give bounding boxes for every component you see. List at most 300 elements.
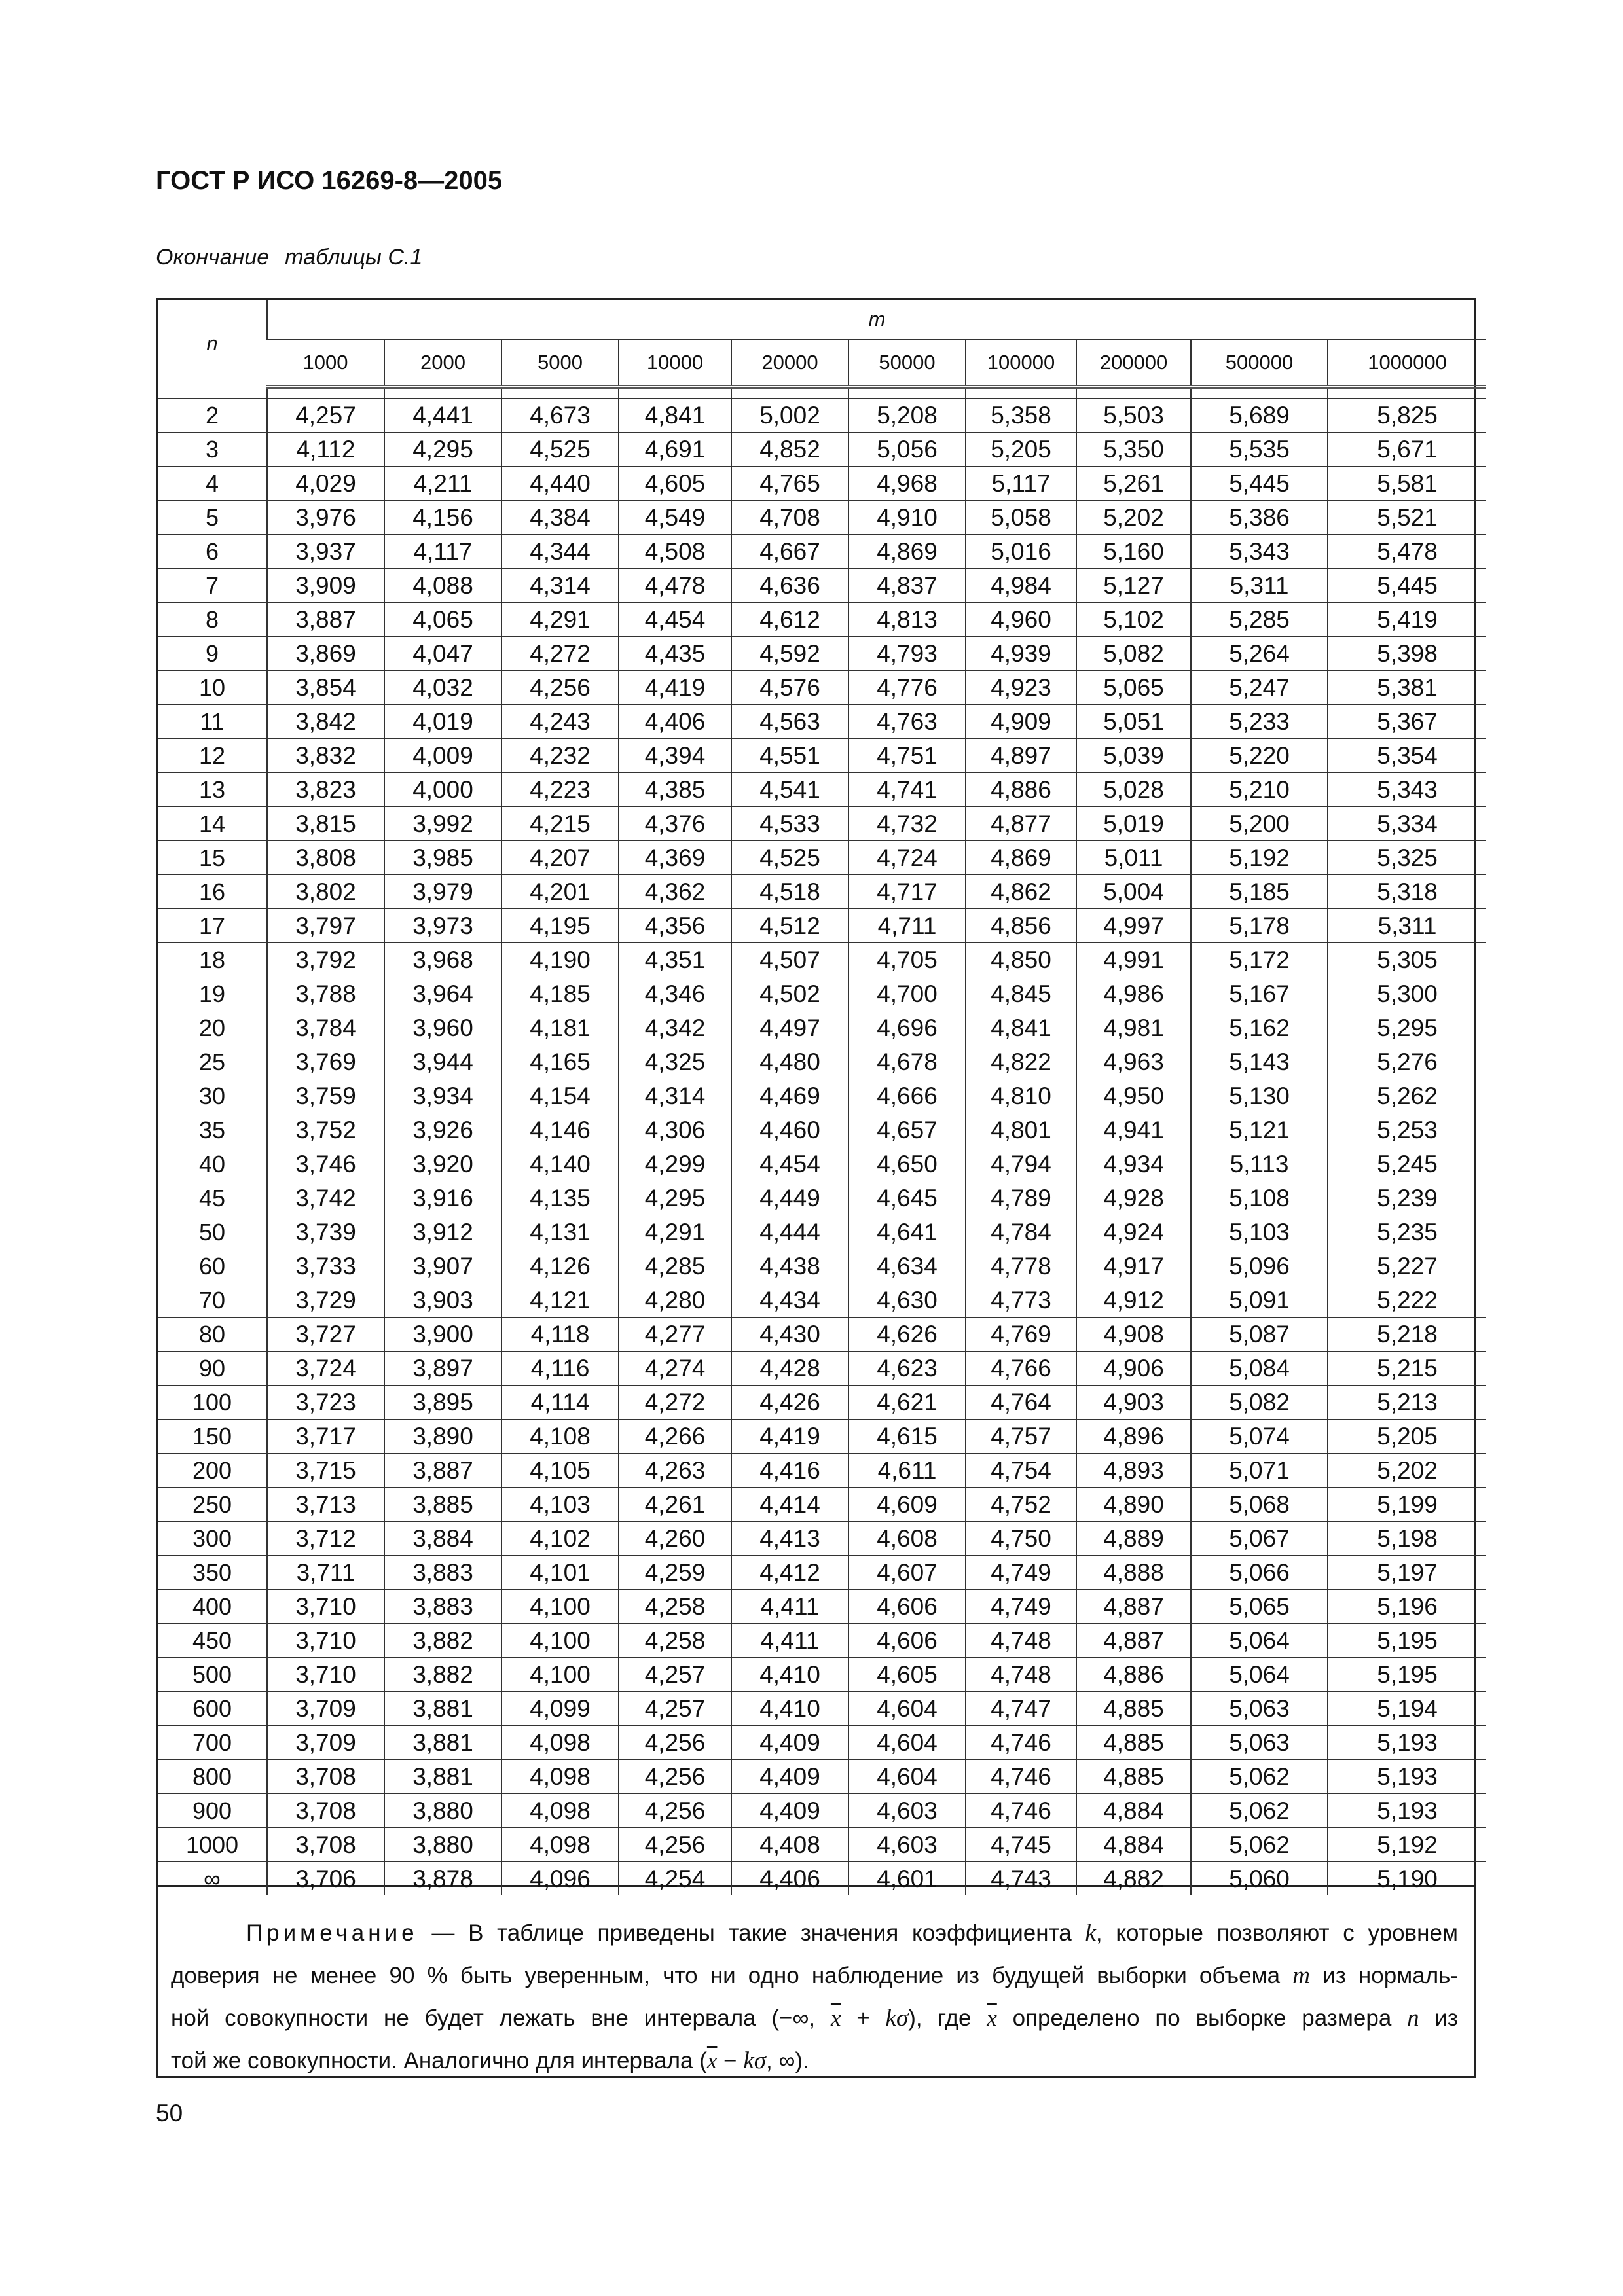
table-cell: 4,606 [848,1590,966,1624]
table-cell: 4,885 [1076,1692,1191,1726]
row-n-value: 17 [158,909,267,943]
table-row [158,773,1486,807]
table-cell: 4,845 [966,977,1076,1011]
table-cell: 4,732 [848,807,966,841]
table-cell: 4,108 [501,1420,619,1454]
table-cell: 3,797 [267,909,384,943]
table-cell: 4,256 [619,1760,731,1794]
table-cell: 4,986 [1076,977,1191,1011]
table-cell: 4,342 [619,1011,731,1045]
note-line-1: Примечание — В таблице приведены такие значения коэффициента k, которые позволяют с уровнем [246,1920,1458,1946]
table-cell: 5,521 [1328,501,1486,535]
table-cell: 5,196 [1328,1590,1486,1624]
table-cell: 5,200 [1191,807,1328,841]
table-cell: 5,419 [1328,603,1486,637]
table-cell: 4,409 [731,1726,848,1760]
table-cell: 5,295 [1328,1011,1486,1045]
table-cell: 5,063 [1191,1692,1328,1726]
table-cell: 5,253 [1328,1113,1486,1147]
table-cell: 4,508 [619,535,731,569]
table-cell: 3,742 [267,1181,384,1215]
table-cell: 4,997 [1076,909,1191,943]
table-row [158,535,1486,569]
row-n-value: 350 [158,1556,267,1590]
table-cell: 5,262 [1328,1079,1486,1113]
table-row [158,807,1486,841]
table-cell: 5,367 [1328,705,1486,739]
table-cell: 5,143 [1191,1045,1328,1079]
table-cell: 5,202 [1076,501,1191,535]
table-cell: 4,435 [619,637,731,671]
table-cell: 5,062 [1191,1794,1328,1828]
table-cell: 3,784 [267,1011,384,1045]
table-cell: 4,757 [966,1420,1076,1454]
table-cell: 4,606 [848,1624,966,1658]
table-cell: 3,884 [384,1522,501,1556]
table-cell: 4,837 [848,569,966,603]
row-n-value: 6 [158,535,267,569]
table-cell: 5,194 [1328,1692,1486,1726]
note-label: Примечание [246,1920,418,1946]
table-cell: 4,533 [731,807,848,841]
table-row [158,399,1486,433]
table-cell: 4,430 [731,1318,848,1352]
table-cell: 4,346 [619,977,731,1011]
table-cell: 4,478 [619,569,731,603]
table-cell: 5,193 [1328,1760,1486,1794]
table-cell: 4,923 [966,671,1076,705]
table-cell: 4,525 [501,433,619,467]
table-cell: 5,065 [1191,1590,1328,1624]
table-row [158,1692,1486,1726]
table-cell: 4,691 [619,433,731,467]
table-row [158,1249,1486,1283]
table-cell: 4,789 [966,1181,1076,1215]
table-row [158,603,1486,637]
table-cell: 4,750 [966,1522,1076,1556]
row-n-value: 14 [158,807,267,841]
table-cell: 3,907 [384,1249,501,1283]
table-cell: 4,611 [848,1454,966,1488]
table-cell: 4,259 [619,1556,731,1590]
table-cell: 5,192 [1328,1828,1486,1862]
table-cell: 5,213 [1328,1386,1486,1420]
table-cell: 4,525 [731,841,848,875]
table-cell: 5,190 [1328,1862,1486,1896]
table-cell: 4,512 [731,909,848,943]
table-row [158,1454,1486,1488]
table-cell: 3,934 [384,1079,501,1113]
table-cell: 4,882 [1076,1862,1191,1896]
table-cell: 5,300 [1328,977,1486,1011]
table-cell: 5,381 [1328,671,1486,705]
table-cell: 4,256 [619,1828,731,1862]
table-cell: 4,551 [731,739,848,773]
table-cell: 4,741 [848,773,966,807]
table-cell: 3,729 [267,1283,384,1318]
table-cell: 4,939 [966,637,1076,671]
table-cell: 5,058 [966,501,1076,535]
table-cell: 4,256 [619,1794,731,1828]
table-cell: 4,869 [966,841,1076,875]
table-row [158,1658,1486,1692]
table-cell: 3,759 [267,1079,384,1113]
table-cell: 3,715 [267,1454,384,1488]
table-cell: 3,885 [384,1488,501,1522]
row-n-value: 45 [158,1181,267,1215]
page-number: 50 [156,2100,183,2126]
table-row [158,1283,1486,1318]
table-cell: 5,016 [966,535,1076,569]
table-row [158,637,1486,671]
table-cell: 4,897 [966,739,1076,773]
table-cell: 4,098 [501,1828,619,1862]
table-cell: 5,210 [1191,773,1328,807]
table-cell: 4,114 [501,1386,619,1420]
table-cell: 4,754 [966,1454,1076,1488]
table-cell: 4,460 [731,1113,848,1147]
table-cell: 3,883 [384,1556,501,1590]
table-cell: 4,541 [731,773,848,807]
table-cell: 4,630 [848,1283,966,1318]
row-n-value: 25 [158,1045,267,1079]
row-n-value: 30 [158,1079,267,1113]
table-cell: 4,887 [1076,1590,1191,1624]
row-n-value: 450 [158,1624,267,1658]
table-row [158,705,1486,739]
table-cell: 4,412 [731,1556,848,1590]
table-cell: 3,710 [267,1658,384,1692]
table-cell: 4,207 [501,841,619,875]
table-cell: 5,245 [1328,1147,1486,1181]
table-cell: 4,841 [619,399,731,433]
table-cell: 5,113 [1191,1147,1328,1181]
table-cell: 3,887 [267,603,384,637]
table-cell: 4,394 [619,739,731,773]
table-cell: 5,220 [1191,739,1328,773]
row-n-value: 60 [158,1249,267,1283]
table-cell: 4,117 [384,535,501,569]
table-cell: 3,881 [384,1692,501,1726]
table-row [158,977,1486,1011]
table-cell: 4,088 [384,569,501,603]
column-header-m: 1000 [267,340,384,387]
table-cell: 4,908 [1076,1318,1191,1352]
table-cell: 4,098 [501,1794,619,1828]
table-cell: 4,607 [848,1556,966,1590]
table-cell: 4,605 [848,1658,966,1692]
table-cell: 5,091 [1191,1283,1328,1318]
table-cell: 4,612 [731,603,848,637]
table-cell: 4,299 [619,1147,731,1181]
table-cell: 3,976 [267,501,384,535]
table-cell: 5,062 [1191,1828,1328,1862]
table-cell: 5,103 [1191,1215,1328,1249]
table-cell: 4,862 [966,875,1076,909]
table-cell: 4,325 [619,1045,731,1079]
table-cell: 5,004 [1076,875,1191,909]
table-cell: 3,880 [384,1828,501,1862]
table-row [158,1556,1486,1590]
table-cell: 5,192 [1191,841,1328,875]
table-cell: 4,666 [848,1079,966,1113]
table-cell: 4,889 [1076,1522,1191,1556]
table-cell: 4,098 [501,1760,619,1794]
row-n-value: 2 [158,399,267,433]
table-cell: 3,912 [384,1215,501,1249]
table-cell: 4,696 [848,1011,966,1045]
table-cell: 5,208 [848,399,966,433]
table-cell: 3,708 [267,1794,384,1828]
table-cell: 4,280 [619,1283,731,1318]
table-cell: 5,358 [966,399,1076,433]
row-n-value: 20 [158,1011,267,1045]
table-cell: 4,563 [731,705,848,739]
row-n-value: 1000 [158,1828,267,1862]
table-cell: 3,739 [267,1215,384,1249]
table-row [158,875,1486,909]
table-cell: 4,126 [501,1249,619,1283]
table-cell: 3,723 [267,1386,384,1420]
table-cell: 5,445 [1328,569,1486,603]
table-cell: 4,960 [966,603,1076,637]
row-n-value: 12 [158,739,267,773]
table-cell: 4,934 [1076,1147,1191,1181]
table-cell: 4,968 [848,467,966,501]
table-cell: 4,201 [501,875,619,909]
table-cell: 5,334 [1328,807,1486,841]
table-cell: 4,841 [966,1011,1076,1045]
table-cell: 5,063 [1191,1726,1328,1760]
table-cell: 5,325 [1328,841,1486,875]
caption-table-ref: таблицы С.1 [285,245,423,270]
table-cell: 4,140 [501,1147,619,1181]
table-cell: 4,411 [731,1624,848,1658]
table-cell: 4,135 [501,1181,619,1215]
table-cell: 3,878 [384,1862,501,1896]
table-cell: 4,112 [267,433,384,467]
table-cell: 3,883 [384,1590,501,1624]
table-cell: 4,749 [966,1556,1076,1590]
table-cell: 3,842 [267,705,384,739]
table-row [158,1386,1486,1420]
table-cell: 4,261 [619,1488,731,1522]
table-cell: 5,825 [1328,399,1486,433]
table-cell: 4,604 [848,1760,966,1794]
table-cell: 3,887 [384,1454,501,1488]
table-cell: 5,386 [1191,501,1328,535]
table-cell: 5,172 [1191,943,1328,977]
row-n-value: 250 [158,1488,267,1522]
table-row [158,1011,1486,1045]
table-cell: 4,769 [966,1318,1076,1352]
table-cell: 4,673 [501,399,619,433]
note-line-2: доверия не менее 90 % быть уверенным, что ни одно наблюдение из будущей выборки объема m из нормаль- [171,1962,1459,1989]
table-cell: 5,239 [1328,1181,1486,1215]
table-cell: 4,419 [731,1420,848,1454]
table-cell: 4,277 [619,1318,731,1352]
table-cell: 3,985 [384,841,501,875]
table-cell: 5,087 [1191,1318,1328,1352]
table-cell: 5,227 [1328,1249,1486,1283]
table-cell: 4,232 [501,739,619,773]
table-cell: 5,350 [1076,433,1191,467]
row-n-value: 600 [158,1692,267,1726]
table-cell: 4,384 [501,501,619,535]
row-n-value: 16 [158,875,267,909]
table-cell: 4,438 [731,1249,848,1283]
note-line-3: ной совокупности не будет лежать вне интервала (−∞, $\overline{x} + k\sigma$), где $\overline{x}$ определено по выборке размера n из [171,2005,1458,2032]
table-cell: 4,295 [384,433,501,467]
table-cell: 4,869 [848,535,966,569]
row-n-value: 800 [158,1760,267,1794]
table-cell: 5,311 [1328,909,1486,943]
table-cell: 4,608 [848,1522,966,1556]
table-cell: 4,822 [966,1045,1076,1079]
table-cell: 5,082 [1076,637,1191,671]
table-cell: 4,257 [267,399,384,433]
table-cell: 4,121 [501,1283,619,1318]
table-cell: 4,885 [1076,1760,1191,1794]
m-header: m [267,300,1486,340]
table-row [158,739,1486,773]
column-header-m: 200000 [1076,340,1191,387]
table-cell: 5,195 [1328,1624,1486,1658]
table-cell: 4,887 [1076,1624,1191,1658]
table-cell: 4,763 [848,705,966,739]
table-caption [156,245,422,270]
table-cell: 4,032 [384,671,501,705]
table-cell: 5,311 [1191,569,1328,603]
table-cell: 4,314 [619,1079,731,1113]
table-cell: 4,747 [966,1692,1076,1726]
table-cell: 4,621 [848,1386,966,1420]
table-cell: 5,343 [1328,773,1486,807]
table-cell: 4,314 [501,569,619,603]
table-cell: 3,711 [267,1556,384,1590]
table-cell: 5,398 [1328,637,1486,671]
table-cell: 5,121 [1191,1113,1328,1147]
table-row [158,501,1486,535]
table-cell: 5,051 [1076,705,1191,739]
table-cell: 4,098 [501,1726,619,1760]
row-n-value: 50 [158,1215,267,1249]
table-cell: 5,215 [1328,1352,1486,1386]
column-header-m: 100000 [966,340,1076,387]
table-row [158,1760,1486,1794]
table-cell: 4,256 [619,1726,731,1760]
table-row [158,1181,1486,1215]
table-cell: 3,746 [267,1147,384,1181]
table-cell: 4,223 [501,773,619,807]
table-cell: 3,920 [384,1147,501,1181]
table-cell: 4,409 [731,1794,848,1828]
table-cell: 4,852 [731,433,848,467]
table-cell: 4,605 [619,467,731,501]
row-n-value: 19 [158,977,267,1011]
table-cell: 4,748 [966,1658,1076,1692]
table-row [158,1590,1486,1624]
table-cell: 5,002 [731,399,848,433]
table-cell: 4,154 [501,1079,619,1113]
table-cell: 4,650 [848,1147,966,1181]
table-cell: 4,667 [731,535,848,569]
table-cell: 3,710 [267,1624,384,1658]
table-cell: 5,160 [1076,535,1191,569]
row-n-value: 900 [158,1794,267,1828]
table-cell: 3,897 [384,1352,501,1386]
table-cell: 4,856 [966,909,1076,943]
table-cell: 4,103 [501,1488,619,1522]
table-cell: 5,074 [1191,1420,1328,1454]
table-cell: 4,746 [966,1726,1076,1760]
table-cell: 4,215 [501,807,619,841]
table-cell: 4,700 [848,977,966,1011]
table-cell: 4,029 [267,467,384,501]
table-cell: 4,981 [1076,1011,1191,1045]
table-cell: 4,604 [848,1692,966,1726]
table-cell: 5,066 [1191,1556,1328,1590]
table-cell: 4,626 [848,1318,966,1352]
note-line-4: той же совокупности. Аналогично для интервала ($\overline{x} - k\sigma$, ∞). [171,2047,809,2074]
table-cell: 3,708 [267,1760,384,1794]
table-cell: 4,096 [501,1862,619,1896]
table-cell: 4,118 [501,1318,619,1352]
table-cell: 3,881 [384,1760,501,1794]
table-cell: 3,882 [384,1658,501,1692]
table-cell: 4,351 [619,943,731,977]
table-cell: 4,295 [619,1181,731,1215]
n-header: n [206,331,218,355]
table-cell: 3,832 [267,739,384,773]
table-cell: 4,263 [619,1454,731,1488]
table-cell: 4,711 [848,909,966,943]
table-cell: 3,709 [267,1692,384,1726]
row-n-value: 5 [158,501,267,535]
table-note [156,1887,1476,2078]
table-cell: 4,243 [501,705,619,739]
table-cell: 4,850 [966,943,1076,977]
table-cell: 4,912 [1076,1283,1191,1318]
row-n-value: 40 [158,1147,267,1181]
table-cell: 4,906 [1076,1352,1191,1386]
table-cell: 4,258 [619,1624,731,1658]
table-cell: 4,019 [384,705,501,739]
table-row [158,1147,1486,1181]
table-cell: 5,222 [1328,1283,1486,1318]
table-cell: 4,592 [731,637,848,671]
table-row [158,1113,1486,1147]
table-cell: 4,266 [619,1420,731,1454]
table-cell: 3,713 [267,1488,384,1522]
table-cell: 4,099 [501,1692,619,1726]
table-cell: 4,507 [731,943,848,977]
table-cell: 3,880 [384,1794,501,1828]
table-cell: 4,773 [966,1283,1076,1318]
table-cell: 5,084 [1191,1352,1328,1386]
table-cell: 4,408 [731,1828,848,1862]
row-n-value: 7 [158,569,267,603]
table-cell: 4,886 [1076,1658,1191,1692]
column-header-m: 5000 [501,340,619,387]
row-n-value: 300 [158,1522,267,1556]
table-cell: 5,478 [1328,535,1486,569]
table-cell: 4,743 [966,1862,1076,1896]
column-header-m: 500000 [1191,340,1328,387]
table-cell: 3,968 [384,943,501,977]
document-header: ГОСТ Р ИСО 16269-8—2005 [156,166,503,195]
table-row [158,1522,1486,1556]
